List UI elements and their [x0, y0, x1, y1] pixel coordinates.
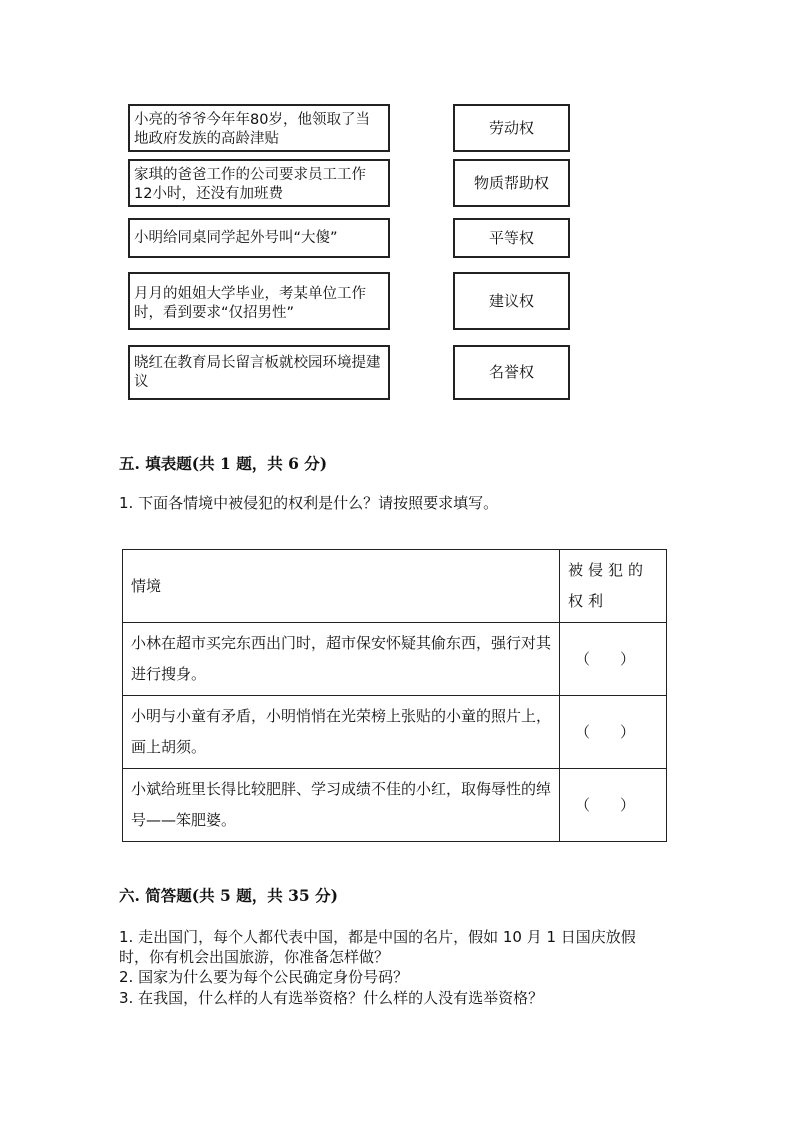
table-row [123, 769, 667, 842]
section5-question: 1. 下面各情境中被侵犯的权利是什么？请按照要求填写。 [119, 494, 499, 512]
header-violated-right: 被侵犯的权利 [560, 550, 667, 623]
match-left-5: 晓红在教育局长留言板就校园环境提建议 [128, 345, 390, 400]
section6-q1-line2: 时，你有机会出国旅游，你准备怎样做？ [119, 948, 390, 966]
row-answer-blank[interactable]: （ ） [560, 696, 667, 769]
match-left-1: 小亮的爷爷今年年80岁，他领取了当地政府发族的高龄津贴 [128, 104, 390, 152]
match-right-3: 平等权 [453, 218, 570, 258]
row-situation: 小明与小童有矛盾，小明悄悄在光荣榜上张贴的小童的照片上，画上胡须。 [123, 696, 560, 769]
match-right-2: 物质帮助权 [453, 159, 570, 207]
table-header-row [123, 550, 667, 623]
rights-table [122, 549, 667, 842]
row-answer-blank[interactable]: （ ） [560, 769, 667, 842]
match-left-3: 小明给同桌同学起外号叫“大傻” [128, 218, 390, 258]
row-answer-blank[interactable]: （ ） [560, 623, 667, 696]
match-left-4: 月月的姐姐大学毕业，考某单位工作时，看到要求“仅招男性” [128, 272, 390, 330]
section6-q2: 2. 国家为什么要为每个公民确定身份号码？ [119, 968, 409, 986]
section6-heading: 六. 简答题(共 5 题，共 35 分) [119, 886, 338, 905]
match-right-1: 劳动权 [453, 104, 570, 152]
match-right-5: 名誉权 [453, 345, 570, 400]
section6-q3: 3. 在我国，什么样的人有选举资格？什么样的人没有选举资格？ [119, 989, 544, 1007]
table-row [123, 623, 667, 696]
table-row [123, 696, 667, 769]
row-situation: 小斌给班里长得比较肥胖、学习成绩不佳的小红，取侮辱性的绰号——笨肥婆。 [123, 769, 560, 842]
row-situation: 小林在超市买完东西出门时，超市保安怀疑其偷东西，强行对其进行搜身。 [123, 623, 560, 696]
match-right-4: 建议权 [453, 272, 570, 330]
match-left-2: 家琪的爸爸工作的公司要求员工工作12小时，还没有加班费 [128, 159, 390, 207]
section5-heading: 五. 填表题(共 1 题，共 6 分) [119, 454, 328, 473]
section6-q1-line1: 1. 走出国门，每个人都代表中国，都是中国的名片，假如 10 月 1 日国庆放假 [119, 928, 636, 946]
header-situation: 情境 [123, 550, 560, 623]
